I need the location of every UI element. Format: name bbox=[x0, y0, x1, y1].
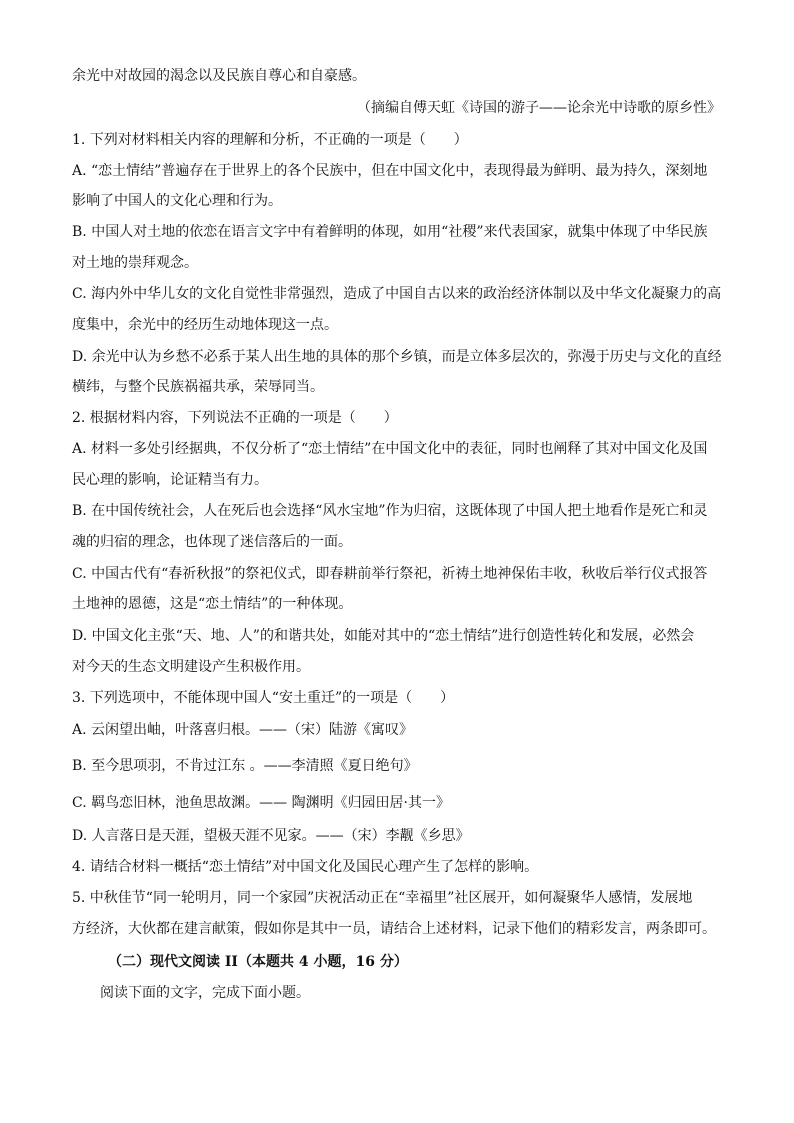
q1-option-c-line1: C. 海内外中华儿女的文化自觉性非常强烈，造成了中国自古以来的政治经济体制以及中华文化凝聚力的高 bbox=[72, 286, 722, 302]
q1-stem: 1. 下列对材料相关内容的理解和分析，不正确的一项是（ ） bbox=[72, 132, 468, 148]
q1-option-b-line2: 对土地的崇拜观念。 bbox=[72, 255, 198, 271]
q2-option-a-line2: 民心理的影响，论证精当有力。 bbox=[72, 472, 268, 488]
source-citation: （摘编自傅天虹《诗国的游子——论余光中诗歌的原乡性》 bbox=[357, 100, 721, 116]
q3-stem: 3. 下列选项中，不能体现中国人“安土重迁”的一项是（ ） bbox=[72, 690, 455, 706]
q1-option-b-line1: B. 中国人对土地的依恋在语言文字中有着鲜明的体现，如用“社稷”来代表国家，就集中体现了中华民族 bbox=[72, 224, 708, 240]
q1-option-a-line1: A. “恋土情结”普遍存在于世界上的各个民族中，但在中国文化中，表现得最为鲜明、最为持久，深刻地 bbox=[72, 163, 708, 179]
q3-option-b: B. 至今思项羽，不肯过江东 。——李清照《夏日绝句》 bbox=[72, 758, 418, 774]
q1-option-d-line2: 横纬，与整个民族祸福共承，荣辱同当。 bbox=[72, 379, 324, 395]
intro-line: 余光中对故园的渴念以及民族自尊心和自豪感。 bbox=[72, 68, 366, 84]
section-title: （二）现代文阅读 II（本题共 4 小题，16 分） bbox=[108, 954, 408, 970]
q2-option-d-line1: D. 中国文化主张“天、地、人”的和谐共处，如能对其中的“恋土情结”进行创造性转化和发展，必然会 bbox=[72, 628, 695, 644]
q4-stem: 4. 请结合材料一概括“恋土情结”对中国文化及国民心理产生了怎样的影响。 bbox=[72, 859, 539, 875]
q2-option-c-line2: 土地神的恩德，这是“恋土情结”的一种体现。 bbox=[72, 596, 353, 612]
q2-option-d-line2: 对今天的生态文明建设产生积极作用。 bbox=[72, 659, 310, 675]
q1-option-d-line1: D. 余光中认为乡愁不必系于某人出生地的具体的那个乡镇，而是立体多层次的，弥漫于历史与文化的直经 bbox=[72, 349, 722, 365]
q1-option-a-line2: 影响了中国人的文化心理和行为。 bbox=[72, 193, 282, 209]
reading-instruction: 阅读下面的文字，完成下面小题。 bbox=[100, 985, 310, 1001]
q2-option-b-line1: B. 在中国传统社会，人在死后也会选择“风水宝地”作为归宿，这既体现了中国人把土地看作是死亡和灵 bbox=[72, 503, 708, 519]
q2-stem: 2. 根据材料内容，下列说法不正确的一项是（ ） bbox=[72, 410, 398, 426]
q1-option-c-line2: 度集中，余光中的经历生动地体现这一点。 bbox=[72, 317, 338, 333]
q3-option-a: A. 云闲望出岫，叶落喜归根。——（宋）陆游《寓叹》 bbox=[72, 722, 414, 738]
q3-option-c: C. 羁鸟恋旧林，池鱼思故渊。—— 陶渊明《归园田居·其一》 bbox=[72, 795, 451, 811]
q5-line1: 5. 中秋佳节“同一轮明月，同一个家园”庆祝活动正在“幸福里”社区展开，如何凝聚华人感情，发展地 bbox=[72, 890, 693, 906]
q2-option-b-line2: 魂的归宿的理念，也体现了迷信落后的一面。 bbox=[72, 534, 352, 550]
q2-option-c-line1: C. 中国古代有“春祈秋报”的祭祀仪式，即春耕前举行祭祀，祈祷土地神保佑丰收，秋收后举行仪式报答 bbox=[72, 566, 708, 582]
q2-option-a-line1: A. 材料一多处引经据典，不仅分析了“恋土情结”在中国文化中的表征，同时也阐释了其对中国文化及国 bbox=[72, 441, 708, 457]
q3-option-d: D. 人言落日是天涯，望极天涯不见家。——（宋）李觏《乡思》 bbox=[72, 828, 470, 844]
q5-line2: 方经济，大伙都在建言献策，假如你是其中一员，请结合上述材料，记录下他们的精彩发言，两条即可。 bbox=[72, 921, 716, 937]
